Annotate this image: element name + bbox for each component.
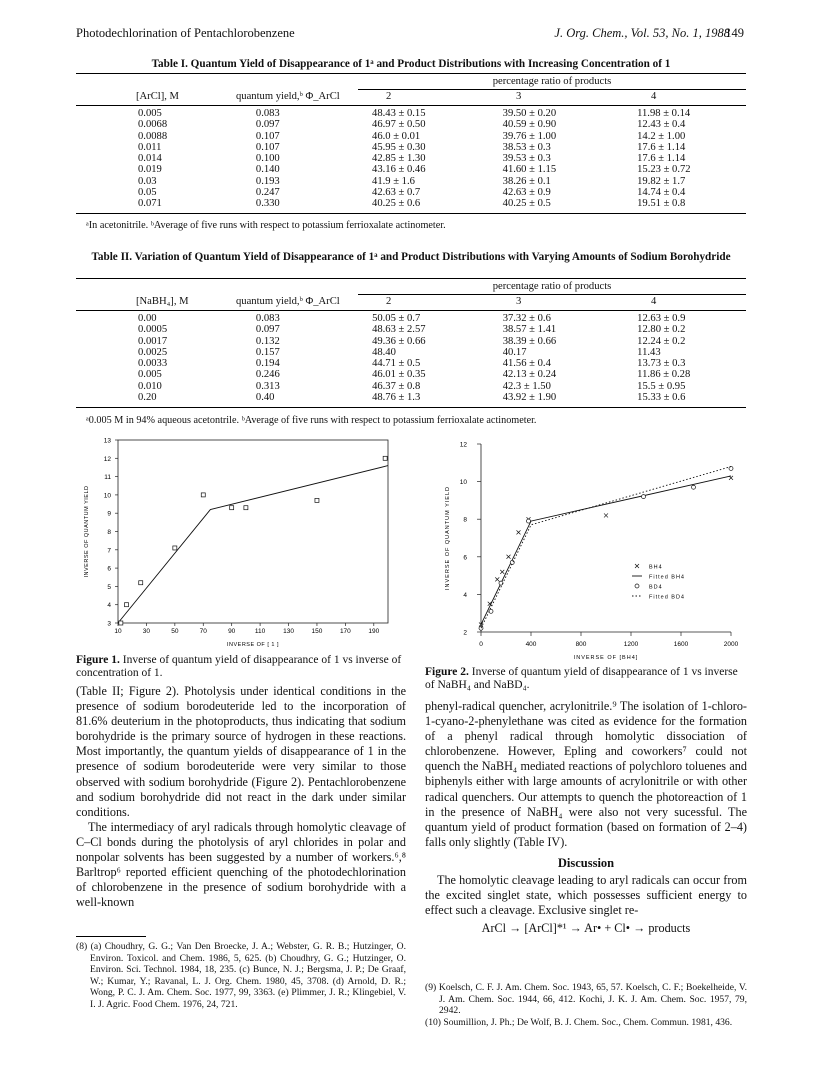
figure1-xlabel: INVERSE OF [ 1 ] xyxy=(226,642,280,648)
table1-row xyxy=(76,131,746,142)
table1-row xyxy=(76,187,746,198)
table2-cell: 38.57 ± 1.41 xyxy=(502,324,557,336)
table2-col-header: 2 xyxy=(386,296,392,307)
right-column-text xyxy=(425,699,747,936)
figure2-caption-label: Figure 2. xyxy=(425,666,469,678)
table1-cell: 38.53 ± 0.3 xyxy=(502,141,551,153)
figure1-fit-line xyxy=(118,466,388,623)
table2-cell: 0.20 xyxy=(138,392,157,404)
table2-cell: 0.132 xyxy=(255,335,280,347)
table2-cell: 0.0005 xyxy=(138,324,168,336)
left-paragraph-1: (Table II; Figure 2). Photolysis under identical conditions in the presence of sodium borodeuteride led to the incorporation of 81.6% deuterium in the photoproducts, thus indicating that sodium borohydride is the primary source of hydrogen in these reactions. Most importantly, the quantum yields of disappearance of 1 in the presence of sodium borodeuteride were very similar to those observed with sodium borohydride (Figure 2). Pentachlorobenzene and sodium borohydride did not react in the dark under similar conditions. xyxy=(76,684,406,819)
table2-row xyxy=(76,381,746,392)
table2-cell: 0.313 xyxy=(255,380,280,392)
figure1-caption-text: Inverse of quantum yield of disappearance of 1 vs inverse of concentration of 1. xyxy=(76,654,402,680)
figure1-ytick-label: 10 xyxy=(103,492,111,500)
table1-group-header: percentage ratio of products xyxy=(492,76,612,87)
table1-cell: 12.43 ± 0.4 xyxy=(637,119,686,131)
figure1-point xyxy=(139,581,143,585)
figure2-legend-label: Fitted BH4 xyxy=(649,574,685,581)
table1-cell: 41.60 ± 1.15 xyxy=(502,164,557,176)
figure2-xtick-label: 0 xyxy=(479,641,483,648)
reaction-equation: ArCl → [ArCl]*¹ → Ar• + Cl• → products xyxy=(481,921,691,936)
table2-group-header: percentage ratio of products xyxy=(492,281,612,292)
table1-cell: 0.011 xyxy=(138,141,162,153)
table2-col-header: 4 xyxy=(651,296,657,307)
table1-cell: 0.193 xyxy=(255,175,280,187)
figure1-point xyxy=(383,456,387,460)
table2-cell: 0.005 xyxy=(138,369,162,381)
table1-cell: 46.97 ± 0.50 xyxy=(372,119,426,131)
table2-row xyxy=(76,324,746,335)
figure1-ytick-label: 3 xyxy=(107,620,111,628)
table2-cell: 49.36 ± 0.66 xyxy=(372,335,426,347)
table1-col-header: [ArCl], M xyxy=(136,91,179,102)
table1-cell: 40.59 ± 0.90 xyxy=(502,119,557,131)
figure2-legend-label: BD4 xyxy=(649,584,663,591)
figure2-ytick-label: 10 xyxy=(459,479,467,487)
table1-cell: 38.26 ± 0.1 xyxy=(502,175,551,187)
figure2-xtick-label: 400 xyxy=(525,641,537,648)
figure2-xlabel: INVERSE OF [BH4] xyxy=(573,655,639,661)
figure2-ytick-label: 8 xyxy=(463,516,467,524)
table2-footnote: ᵃ0.005 M in 94% aqueous acetontrile. ᵇAverage of five runs with respect to potassium ferrioxalate actinometer. xyxy=(86,415,537,426)
table1-row xyxy=(76,164,746,175)
table1-cell: 48.43 ± 0.15 xyxy=(372,108,426,119)
figure1-ytick-label: 13 xyxy=(103,437,111,445)
table2-cell: 46.01 ± 0.35 xyxy=(372,369,426,381)
figure2-ytick-label: 6 xyxy=(463,554,467,562)
table1-col-header: 3 xyxy=(516,91,522,102)
table2-cell: 41.56 ± 0.4 xyxy=(502,358,551,370)
table1-caption: Table I. Quantum Yield of Disappearance of 1ᵃ and Product Distributions with Increasing Concentration of 1 xyxy=(151,58,671,70)
table1-cell: 40.25 ± 0.5 xyxy=(502,198,551,210)
table2-cell: 15.33 ± 0.6 xyxy=(637,392,686,404)
figure2-ytick-label: 12 xyxy=(459,441,467,449)
figure1-ytick-label: 7 xyxy=(107,547,111,555)
figure1-xtick-label: 170 xyxy=(339,628,351,635)
table1-cell: 0.071 xyxy=(138,198,162,210)
table1-cell: 17.6 ± 1.14 xyxy=(637,153,686,165)
table2-cell: 50.05 ± 0.7 xyxy=(372,313,421,324)
table2-cell: 0.00 xyxy=(138,313,157,324)
table2-row xyxy=(76,358,746,369)
table2-cell: 0.40 xyxy=(255,392,275,404)
table1-cell: 0.0088 xyxy=(138,130,168,142)
table2-row xyxy=(76,336,746,347)
figure2-point-bh4 xyxy=(604,513,608,517)
table1-cell: 46.0 ± 0.01 xyxy=(372,130,421,142)
figure1-point xyxy=(244,506,248,510)
table2-cell: 43.92 ± 1.90 xyxy=(502,392,557,404)
figure1-point xyxy=(201,493,205,497)
table2-row xyxy=(76,313,746,324)
table2-cell: 15.5 ± 0.95 xyxy=(637,380,686,392)
table1-cell: 0.100 xyxy=(255,153,280,165)
table2-cell: 12.24 ± 0.2 xyxy=(637,335,686,347)
table1-cell: 42.63 ± 0.9 xyxy=(502,187,551,199)
table2-row xyxy=(76,369,746,380)
figure2-point-bh4 xyxy=(500,570,504,574)
table2-cell: 0.097 xyxy=(255,324,280,336)
right-paragraph-1: phenyl-radical quencher, acrylonitrile.⁹ The isolation of 1-chloro-1-cyano-2-phenylethane was cited as evidence for the formation of a phenyl radical through homolytic dissociation of chlorobenzene. However, Epling and coworkers⁷ could not quench the NaBH₄ mediated reactions of polychloro toluenes and biphenyls either with large amounts of acrylonitrile or with other radical quenchers. Our attempts to quench the photoreaction of 1 in the presence of NaBH₄ were also not very sucessful. The quantum yield of product formation (based on formation of 2–4) falls only slightly (Table IV). xyxy=(425,699,747,849)
figure2-xtick-label: 800 xyxy=(575,641,587,648)
table1-cell: 0.03 xyxy=(138,175,157,187)
table2-col-header: [NaBH₄], M xyxy=(136,296,189,307)
figure2-xtick-label: 2000 xyxy=(723,641,739,648)
table1-cell: 17.6 ± 1.14 xyxy=(637,141,686,153)
table2-cell: 0.0025 xyxy=(138,346,168,358)
table1-col-header: 4 xyxy=(651,91,657,102)
figure1-xtick-label: 30 xyxy=(142,628,151,635)
table2-cell: 42.13 ± 0.24 xyxy=(502,369,557,381)
figure1-xtick-label: 130 xyxy=(283,628,294,635)
table2-cell: 44.71 ± 0.5 xyxy=(372,358,421,370)
figure1-xtick-label: 50 xyxy=(171,628,179,635)
table1-col-header: quantum yield,ᵇ Φ_ArCl xyxy=(236,91,340,102)
table1-col-header: 2 xyxy=(386,91,392,102)
table2-cell: 48.40 xyxy=(372,346,396,358)
left-paragraph-2: The intermediacy of aryl radicals through homolytic cleavage of C–Cl bonds during the photolysis of aryl chlorides in polar and nonpolar solvents has been suggested by a number of workers.⁶,⁸ Barltrop⁶ reported efficient quenching of the photodechlorination of chlorobenzene in the presence of sodium borohydride with a well-known xyxy=(76,819,406,910)
table2-cell: 38.39 ± 0.66 xyxy=(502,335,557,347)
table1-cell: 0.247 xyxy=(255,187,280,199)
figure1-xtick-label: 150 xyxy=(311,628,323,635)
figure1-caption-label: Figure 1. xyxy=(76,654,120,666)
figure1-xtick-label: 110 xyxy=(254,628,266,635)
table1-cell: 39.50 ± 0.20 xyxy=(502,108,557,119)
table2-cell: 0.157 xyxy=(255,346,280,358)
figure2-xtick-label: 1600 xyxy=(673,641,689,648)
figure1-ylabel: INVERSE OF QUANTUM YIELD xyxy=(84,485,90,578)
table1-cell: 0.083 xyxy=(255,108,280,119)
table2-cell: 0.0033 xyxy=(138,358,168,370)
table1-cell: 42.63 ± 0.7 xyxy=(372,187,421,199)
figure1-point xyxy=(125,603,129,607)
table1-cell: 39.53 ± 0.3 xyxy=(502,153,551,165)
table1-row xyxy=(76,108,746,119)
table1-cell: 43.16 ± 0.46 xyxy=(372,164,426,176)
table1-cell: 11.98 ± 0.14 xyxy=(637,108,691,119)
reference-10: (10) Soumillion, J. Ph.; De Wolf, B. J. Chem. Soc., Chem. Commun. 1981, 436. xyxy=(425,1016,733,1028)
figure1-point xyxy=(230,506,234,510)
running-head-title: Photodechlorination of Pentachlorobenzene xyxy=(76,26,295,40)
table2-cell: 12.63 ± 0.9 xyxy=(637,313,686,324)
figure2-ylabel: INVERSE OF QUANTUM YIELD xyxy=(445,486,451,590)
table2-cell: 42.3 ± 1.50 xyxy=(502,380,551,392)
table2-cell: 11.43 xyxy=(637,346,661,358)
table1-row xyxy=(76,176,746,187)
figure2-line-fitted-bh4 xyxy=(481,476,731,625)
figure2-legend-symbol xyxy=(635,564,639,568)
figure2-point-bd4 xyxy=(527,519,531,523)
table2-col-header: quantum yield,ᵇ Φ_ArCl xyxy=(236,296,340,307)
table1-cell: 14.74 ± 0.4 xyxy=(637,187,686,199)
table2-cell: 40.17 xyxy=(502,346,527,358)
figure1-point xyxy=(173,546,177,550)
figure1-ytick-label: 5 xyxy=(107,583,111,591)
figure1-caption xyxy=(76,654,406,681)
table1-cell: 0.014 xyxy=(138,153,162,165)
references-left xyxy=(76,941,406,1011)
figure2-point-bd4 xyxy=(692,485,696,489)
figure1-chart xyxy=(76,432,416,654)
table1-row xyxy=(76,153,746,164)
table1-cell: 19.51 ± 0.8 xyxy=(637,198,686,210)
table2-caption: Table II. Variation of Quantum Yield of Disappearance of 1ᵃ and Product Distributions with Varying Amounts of Sodium Borohydride xyxy=(91,251,731,263)
figure1-ytick-label: 12 xyxy=(103,455,111,463)
table2-row xyxy=(76,392,746,403)
table1-cell: 42.85 ± 1.30 xyxy=(372,153,426,165)
table1-cell: 0.107 xyxy=(255,141,280,153)
figure2-point-bd4 xyxy=(642,495,646,499)
figure1-xtick-label: 90 xyxy=(228,628,236,635)
table1-cell: 14.2 ± 1.00 xyxy=(637,130,686,142)
table1-cell: 15.23 ± 0.72 xyxy=(637,164,691,176)
figure1-ytick-label: 9 xyxy=(107,510,111,518)
table1-cell: 41.9 ± 1.6 xyxy=(372,175,415,187)
figure2-ytick-label: 2 xyxy=(463,629,467,637)
figure2-legend-label: BH4 xyxy=(649,564,663,571)
table2-cell: 0.083 xyxy=(255,313,280,324)
figure2-chart xyxy=(425,436,745,666)
table2-cell: 46.37 ± 0.8 xyxy=(372,380,421,392)
table1-row xyxy=(76,142,746,153)
figure2-legend-label: Fitted BD4 xyxy=(649,594,685,601)
table1-cell: 19.82 ± 1.7 xyxy=(637,175,686,187)
table1-cell: 0.019 xyxy=(138,164,162,176)
figure1-point xyxy=(119,621,123,625)
table2-row xyxy=(76,347,746,358)
table2-cell: 12.80 ± 0.2 xyxy=(637,324,686,336)
table1-cell: 39.76 ± 1.00 xyxy=(502,130,557,142)
figure1-xtick-label: 10 xyxy=(114,628,122,635)
right-paragraph-2: The homolytic cleavage leading to aryl radicals can occur from the excited singlet state, which possesses sufficient energy to effect such a cleavage. Exclusive singlet re- xyxy=(425,873,747,918)
table2-cell: 13.73 ± 0.3 xyxy=(637,358,686,370)
figure1-ytick-label: 4 xyxy=(107,602,111,610)
table2-cell: 0.010 xyxy=(138,380,162,392)
table1-footnote: ᵃIn acetonitrile. ᵇAverage of five runs with respect to potassium ferrioxalate actinometer. xyxy=(86,220,446,231)
table2-cell: 11.86 ± 0.28 xyxy=(637,369,691,381)
table1-cell: 0.0068 xyxy=(138,119,168,131)
figure1-ytick-label: 11 xyxy=(104,474,111,482)
table1-cell: 0.05 xyxy=(138,187,157,199)
figure1-xtick-label: 190 xyxy=(368,628,380,635)
table2-cell: 48.76 ± 1.3 xyxy=(372,392,421,404)
table1-cell: 0.330 xyxy=(255,198,280,210)
table1-cell: 0.097 xyxy=(255,119,280,131)
table2-cell: 0.246 xyxy=(255,369,280,381)
table1-cell: 45.95 ± 0.30 xyxy=(372,141,426,153)
table1-row xyxy=(76,198,746,209)
table1-cell: 40.25 ± 0.6 xyxy=(372,198,421,210)
table2-cell: 48.63 ± 2.57 xyxy=(372,324,426,336)
figure2-ytick-label: 4 xyxy=(463,591,467,599)
running-head-journal: J. Org. Chem., Vol. 53, No. 1, 1988 xyxy=(554,26,730,40)
figure1-ytick-label: 8 xyxy=(107,529,111,536)
figure2-point-bd4 xyxy=(729,466,733,470)
table1 xyxy=(76,108,746,210)
figure1-point xyxy=(315,498,319,502)
reference-9: (9) Koelsch, C. F. J. Am. Chem. Soc. 1943, 65, 57. Koelsch, C. F.; Boekelheide, V. J. Am. Chem. Soc. 1944, 66, 412. Kochi, J. K. J. Am. Chem. Soc. 1957, 79, 2942. xyxy=(425,982,747,1017)
figure2-point-bh4 xyxy=(495,577,499,581)
references-right xyxy=(425,982,747,1028)
figure1-xtick-label: 70 xyxy=(199,628,207,635)
figure1-plot-frame xyxy=(118,440,388,623)
figure2-caption xyxy=(425,666,747,693)
figure2-caption-text: Inverse of quantum yield of disappearance of 1 vs inverse of NaBH₄ and NaBD₄. xyxy=(425,666,738,692)
table2 xyxy=(76,313,746,403)
figure2-point-bh4 xyxy=(507,555,511,559)
page-number: 149 xyxy=(725,26,744,40)
table1-cell: 0.140 xyxy=(255,164,280,176)
figure2-legend-symbol xyxy=(635,584,639,588)
figure2-xtick-label: 1200 xyxy=(623,641,639,648)
reference-8: (8) (a) Choudhry, G. G.; Van Den Broecke, J. A.; Webster, G. R. B.; Hutzinger, O. Environ. Toxicol. and Chem. 1986, 5, 625. (b) Choudhry, G. G.; Hutzinger, O. Environ. Sci. Technol. 1984, 18, 235. (c) Bunce, N. J.; Bergsma, J. P.; De Graaf, W.; Kumar, Y.; Ravanal, L. J. Org. Chem. 1980, 45, 3708. (d) Arnold, D. R.; Wong, P. C. J. Am. Chem. Soc. 1977, 99, 3363. (e) Plimmer, J. R.; Klingebiel, V. I. J. Agric. Food Chem. 1976, 24, 721. xyxy=(76,941,406,1010)
left-column-text xyxy=(76,684,406,910)
table1-cell: 0.005 xyxy=(138,108,162,119)
figure2-point-bh4 xyxy=(517,530,521,534)
discussion-heading: Discussion xyxy=(557,855,615,870)
table1-row xyxy=(76,119,746,130)
figure1-ytick-label: 6 xyxy=(107,565,111,573)
table2-cell: 0.0017 xyxy=(138,335,168,347)
table2-col-header: 3 xyxy=(516,296,522,307)
table2-cell: 0.194 xyxy=(255,358,280,370)
table2-cell: 37.32 ± 0.6 xyxy=(502,313,551,324)
table1-cell: 0.107 xyxy=(255,130,280,142)
